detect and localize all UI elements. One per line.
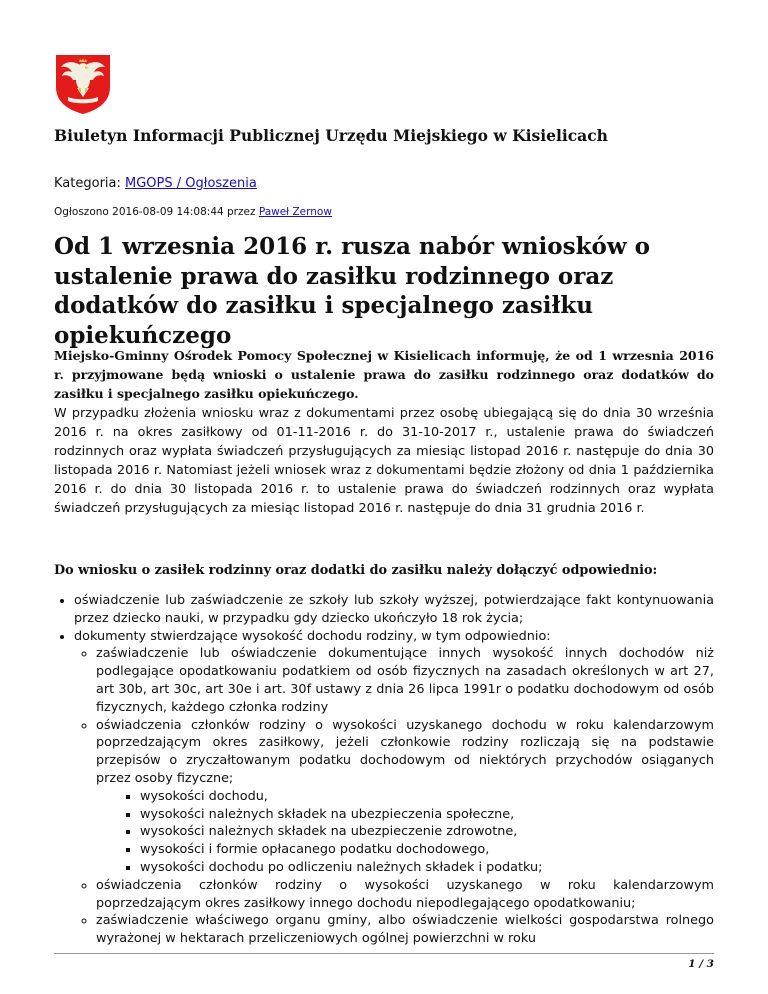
list-item: ◦ zaświadczenie lub oświadczenie dokumentujące innych wysokość innych dochodów niż podlegające opodatkowaniu podatkiem od osób fizycznych na zasadach określonych w art 27, art 30b, art 30c, art 30e i art. 30f ustawy z dnia 26 lipca 1991r o podatku dochodowym od osób fizycznych, każdego członka rodziny [96, 645, 714, 716]
eagle-crest-icon [54, 53, 112, 115]
footer-divider [54, 953, 714, 954]
list-item: ▪ wysokości dochodu po odliczeniu należnych składek i podatku; [140, 859, 714, 877]
author-link[interactable]: Paweł Zernow [258, 206, 332, 218]
documents-list [54, 592, 714, 948]
publish-info: Ogłoszono 2016-08-09 14:08:44 przez [54, 206, 256, 218]
list-item: ◦ oświadczenia członków rodziny o wysokości uzyskanego w roku kalendarzowym poprzedzającym okres zasiłkowy innego dochodu niepodlegającego opodatkowaniu; [96, 877, 714, 913]
list-item: ◦ zaświadczenie właściwego organu gminy, albo oświadczenie wielkości gospodarstwa rolnego wyrażonej w hektarach przeliczeniowych ogólnej powierzchni w roku [96, 912, 714, 948]
list-item: ▪ wysokości dochodu, [140, 788, 714, 806]
list-item: ◦ oświadczenia członków rodziny o wysokości uzyskanego dochodu w roku kalendarzowym poprzedzającym okres zasiłkowy, jeżeli członkowie rodziny rozliczają się na podstawie przepisów o zryczałtowanym podatku dochodowym od niektórych przychodów osiąganych przez osoby fizyczne; ▪ wysokości dochodu, ▪ wysokości należnych składek na ubezpieczenia społeczne, ▪ wysokości należnych składek na ubezpieczenie zdrowotne, ▪ wysokości i formie opłacanego podatku dochodowego, ▪ wysokości dochodu po odliczeniu należnych składek i podatku; [96, 717, 714, 877]
page-indicator: 1 / 3 [688, 958, 714, 970]
documents-subheading: Do wniosku o zasiłek rodzinny oraz dodatki do zasiłku należy dołączyć odpowiednio: [54, 563, 658, 578]
list-item: ▪ wysokości i formie opłacanego podatku dochodowego, [140, 841, 714, 859]
category-label: Kategoria: [54, 176, 121, 191]
category-link[interactable]: MGOPS / Ogłoszenia [125, 176, 257, 191]
article-paragraph: W przypadku złożenia wniosku wraz z dokumentami przez osobę ubiegającą się do dnia 30 września 2016 r. na okres zasiłkowy od 01-11-2016 r. do 31-10-2017 r., ustalenie prawa do świadczeń rodzinnych oraz wypłata świadczeń przysługujących za miesiąc listopad 2016 r. następuje do dnia 30 listopada 2016 r. Natomiast jeżeli wniosek wraz z dokumentami będzie złożony od dnia 1 października 2016 r. do dnia 30 listopada 2016 r. to ustalenie prawa do świadczeń rodzinnych oraz wypłata świadczeń przysługujących za miesiąc listopad 2016 r. następuje do dnia 31 grudnia 2016 r. [54, 406, 714, 516]
list-item: • dokumenty stwierdzające wysokość dochodu rodziny, w tym odpowiednio: ◦ zaświadczenie lub oświadczenie dokumentujące innych wysokość innych dochodów niż podlegające opodatkowaniu podatkiem od osób fizycznych na zasadach określonych w art 27, art 30b, art 30c, art 30e i art. 30f ustawy z dnia 26 lipca 1991r o podatku dochodowym od osób fizycznych, każdego członka rodziny ◦ oświadczenia członków rodziny o wysokości uzyskanego dochodu w roku kalendarzowym poprzedzającym okres zasiłkowy, jeżeli członkowie rodziny rozliczają się na podstawie przepisów o zryczałtowanym podatku dochodowym od niektórych przychodów osiąganych przez osoby fizyczne; ▪ wysokości dochodu, ▪ wysokości należnych składek na ubezpieczenia społeczne, ▪ wysokości należnych składek na ubezpieczenie zdrowotne, ▪ wysokości i formie opłacanego podatku dochodowego, ▪ wysokości dochodu po odliczeniu należnych składek i podatku; ◦ oświadczenia członków rodziny o wysokości uzyskanego w roku kalendarzowym poprzedzającym okres zasiłkowy innego dochodu niepodlegającego opodatkowaniu; ◦ zaświadczenie właściwego organu gminy, albo oświadczenie wielkości gospodarstwa rolnego wyrażonej w hektarach przeliczeniowych ogólnej powierzchni w roku [74, 628, 714, 948]
publish-meta [54, 206, 332, 218]
list-item: ▪ wysokości należnych składek na ubezpieczenie zdrowotne, [140, 823, 714, 841]
site-title: Biuletyn Informacji Publicznej Urzędu Miejskiego w Kisielicach [54, 126, 608, 145]
category-line [54, 176, 257, 191]
list-item: ▪ wysokości należnych składek na ubezpieczenia społeczne, [140, 806, 714, 824]
article-lead: Miejsko-Gminny Ośrodek Pomocy Społecznej w Kisielicach informuję, że od 1 wrzesnia 2016 r. przyjmowane będą wnioski o ustalenie prawa do zasiłku rodzinnego oraz dodatków do zasiłku i specjalnego zasiłku opiekuńczego. [54, 348, 714, 401]
list-item: • oświadczenie lub zaświadczenie ze szkoły lub szkoły wyższej, potwierdzające fakt kontynuowania przez dziecko nauki, w przypadku gdy dziecko ukończyło 18 rok życia; [74, 592, 714, 628]
article-title: Od 1 wrzesnia 2016 r. rusza nabór wniosków o ustalenie prawa do zasiłku rodzinnego oraz dodatków do zasiłku i specjalnego zasiłku opiekuńczego [54, 233, 651, 349]
